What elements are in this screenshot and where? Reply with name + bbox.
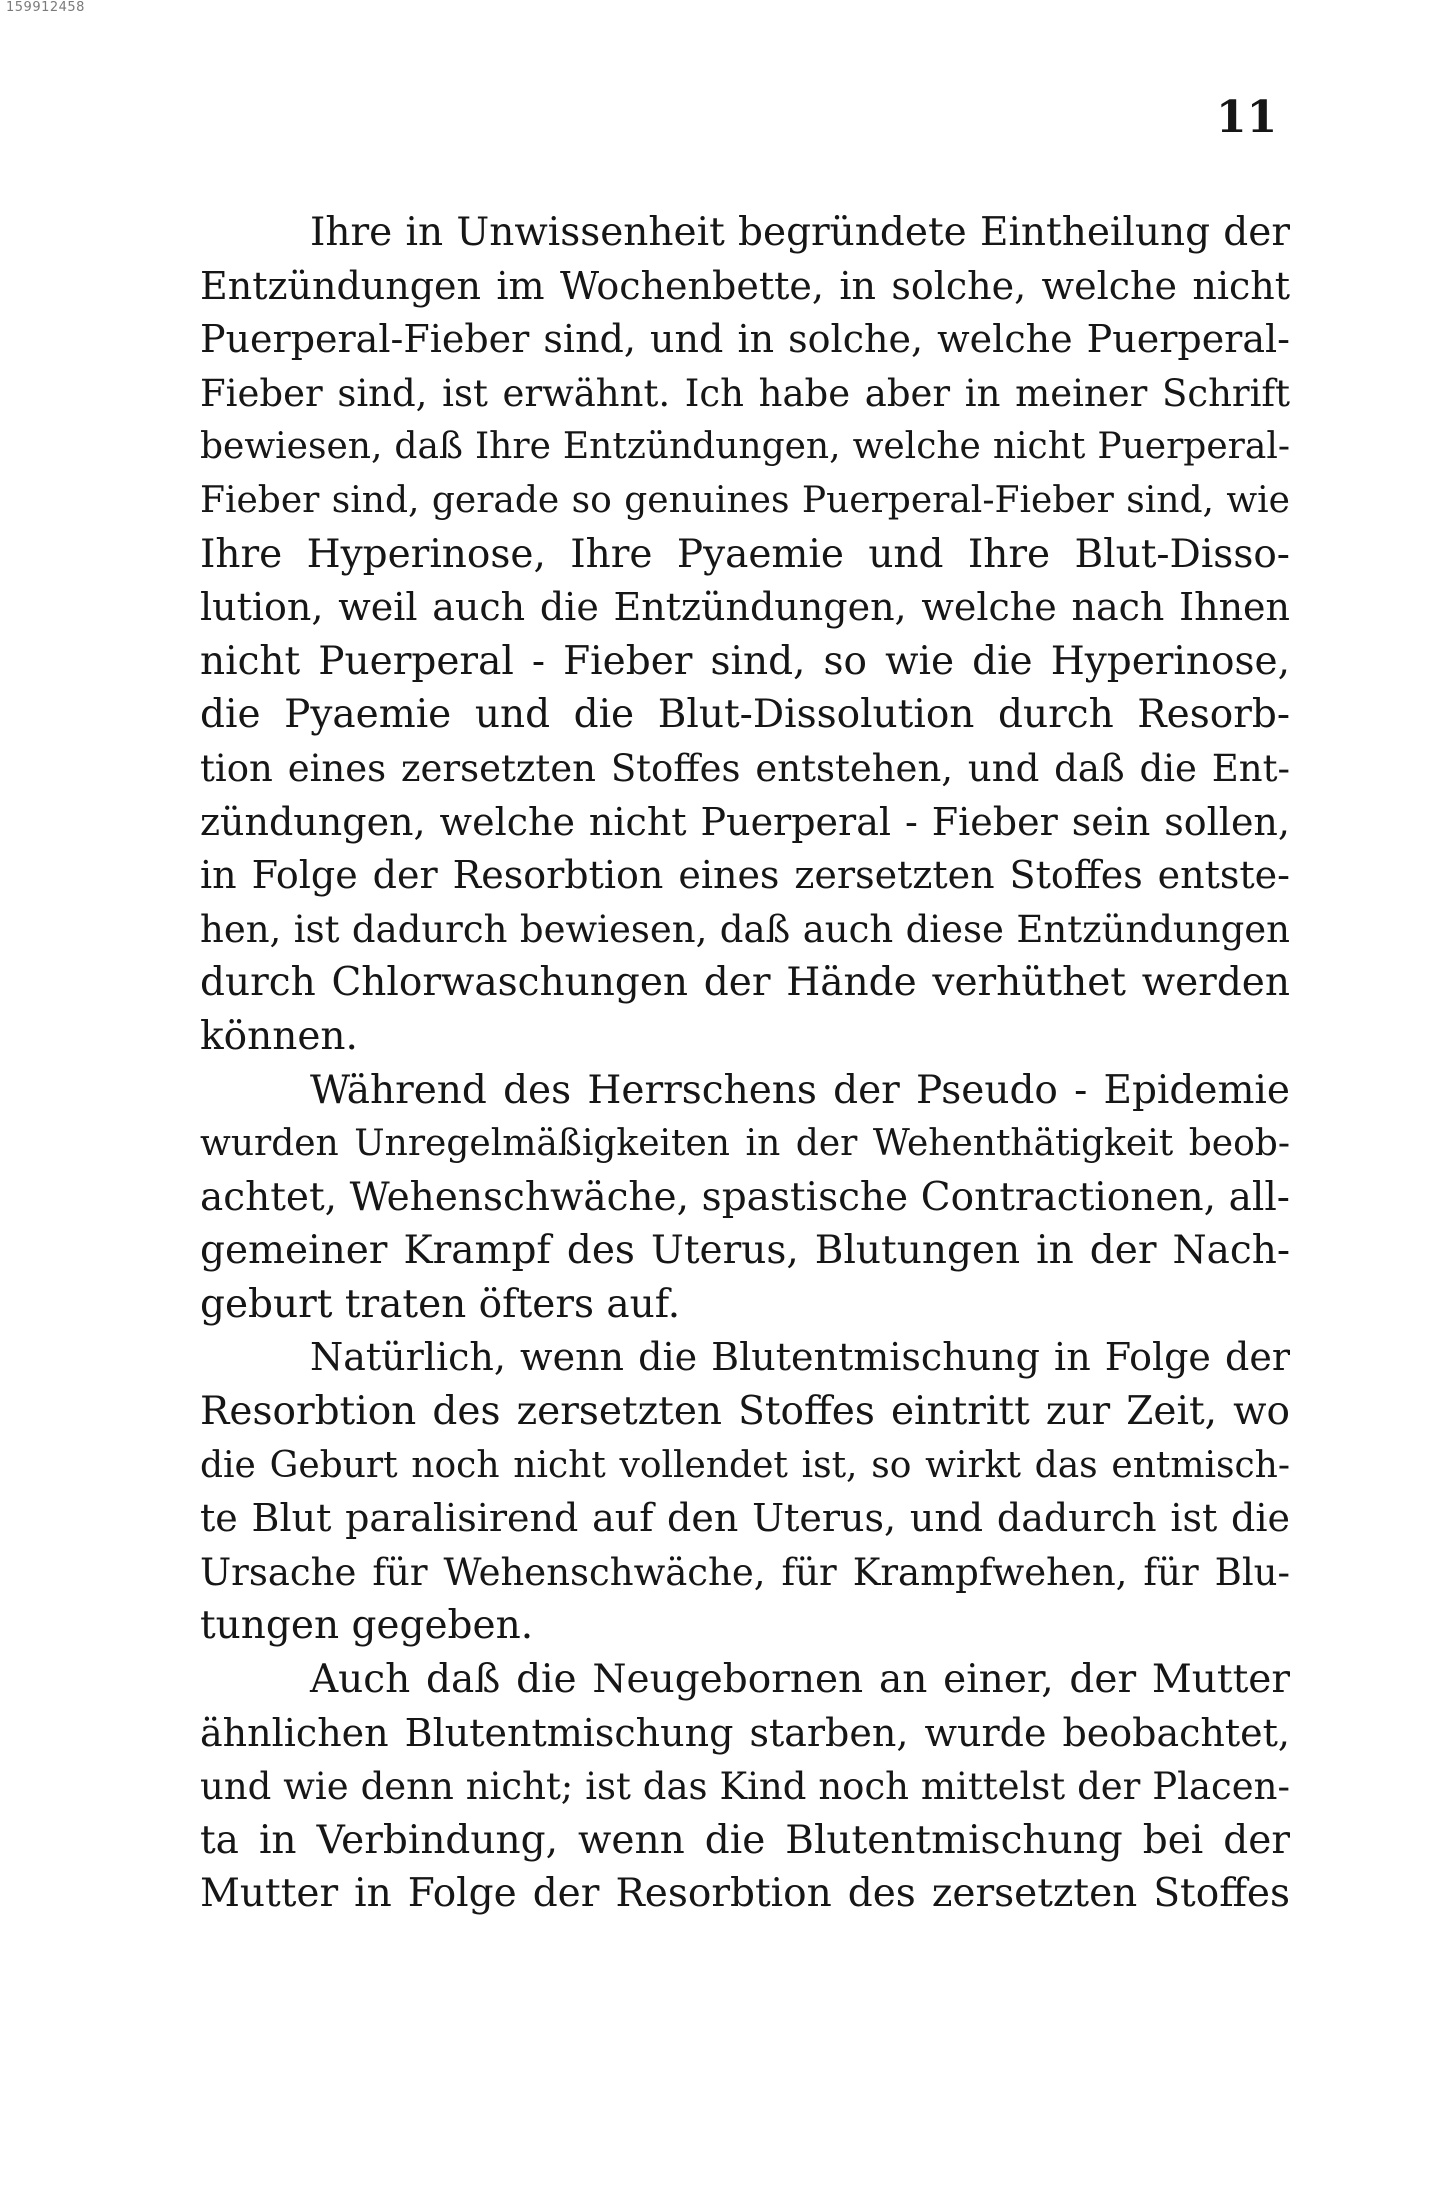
text-line: te Blut paralisirend auf den Uterus, und dadurch ist die — [200, 1496, 1290, 1541]
text-line: die Geburt noch nicht vollendet ist, so wirkt das entmisch- — [200, 1444, 1290, 1486]
text-line: Mutter in Folge der Resorbtion des zersetzten Stoffes — [200, 1871, 1290, 1917]
text-line: tion eines zersetzten Stoffes entstehen, und daß die Ent- — [200, 746, 1290, 790]
text-line: Ursache für Wehenschwäche, für Krampfwehen, für Blu- — [200, 1550, 1290, 1594]
text-line: Ihre Hyperinose, Ihre Pyaemie und Ihre Blut-Disso- — [200, 531, 1290, 577]
text-line: können. — [200, 1013, 358, 1059]
text-line: Ihre in Unwissenheit begründete Eintheilung der — [310, 210, 1290, 255]
text-line: die Pyaemie und die Blut-Dissolution durch Resorb- — [200, 692, 1290, 738]
scan-id-label: 159912458 — [6, 0, 85, 15]
text-line: lution, weil auch die Entzündungen, welche nach Ihnen — [200, 585, 1290, 630]
text-line: Während des Herrschens der Pseudo - Epidemie — [310, 1067, 1290, 1113]
text-line: tungen gegeben. — [200, 1603, 534, 1649]
text-line: durch Chlorwaschungen der Hände verhüthet werden — [200, 960, 1290, 1006]
text-line: Fieber sind, ist erwähnt. Ich habe aber in meiner Schrift — [200, 371, 1290, 415]
text-line: hen, ist dadurch bewiesen, daß auch diese Entzündungen — [200, 907, 1290, 951]
text-line: und wie denn nicht; ist das Kind noch mittelst der Placen- — [200, 1765, 1290, 1809]
text-line: wurden Unregelmäßigkeiten in der Wehenthätigkeit beob- — [200, 1123, 1290, 1165]
text-line: Fieber sind, gerade so genuines Puerperal-Fieber sind, wie — [200, 479, 1290, 521]
text-line: achtet, Wehenschwäche, spastische Contractionen, all- — [200, 1174, 1290, 1220]
text-line: Puerperal-Fieber sind, und in solche, welche Puerperal- — [200, 317, 1290, 362]
text-line: ähnlichen Blutentmischung starben, wurde beobachtet, — [200, 1710, 1290, 1755]
text-line: zündungen, welche nicht Puerperal - Fieber sein sollen, — [200, 799, 1290, 844]
text-line: Resorbtion des zersetzten Stoffes eintritt zur Zeit, wo — [200, 1389, 1290, 1435]
text-line: in Folge der Resorbtion eines zersetzten Stoffes entste- — [200, 853, 1290, 898]
text-line: Natürlich, wenn die Blutentmischung in Folge der — [310, 1335, 1290, 1380]
text-line: ta in Verbindung, wenn die Blutentmischung bei der — [200, 1817, 1290, 1863]
text-line: nicht Puerperal - Fieber sind, so wie die Hyperinose, — [200, 638, 1290, 684]
text-line: bewiesen, daß Ihre Entzündungen, welche nicht Puerperal- — [200, 426, 1290, 468]
text-line: Auch daß die Neugebornen an einer, der Mutter — [310, 1657, 1290, 1703]
page-number: 11 — [1216, 92, 1278, 143]
text-line: Entzündungen im Wochenbette, in solche, welche nicht — [200, 263, 1290, 308]
body-text — [200, 206, 1290, 1921]
text-line: geburt traten öfters auf. — [200, 1281, 681, 1327]
text-line: gemeiner Krampf des Uterus, Blutungen in der Nach- — [200, 1228, 1290, 1274]
